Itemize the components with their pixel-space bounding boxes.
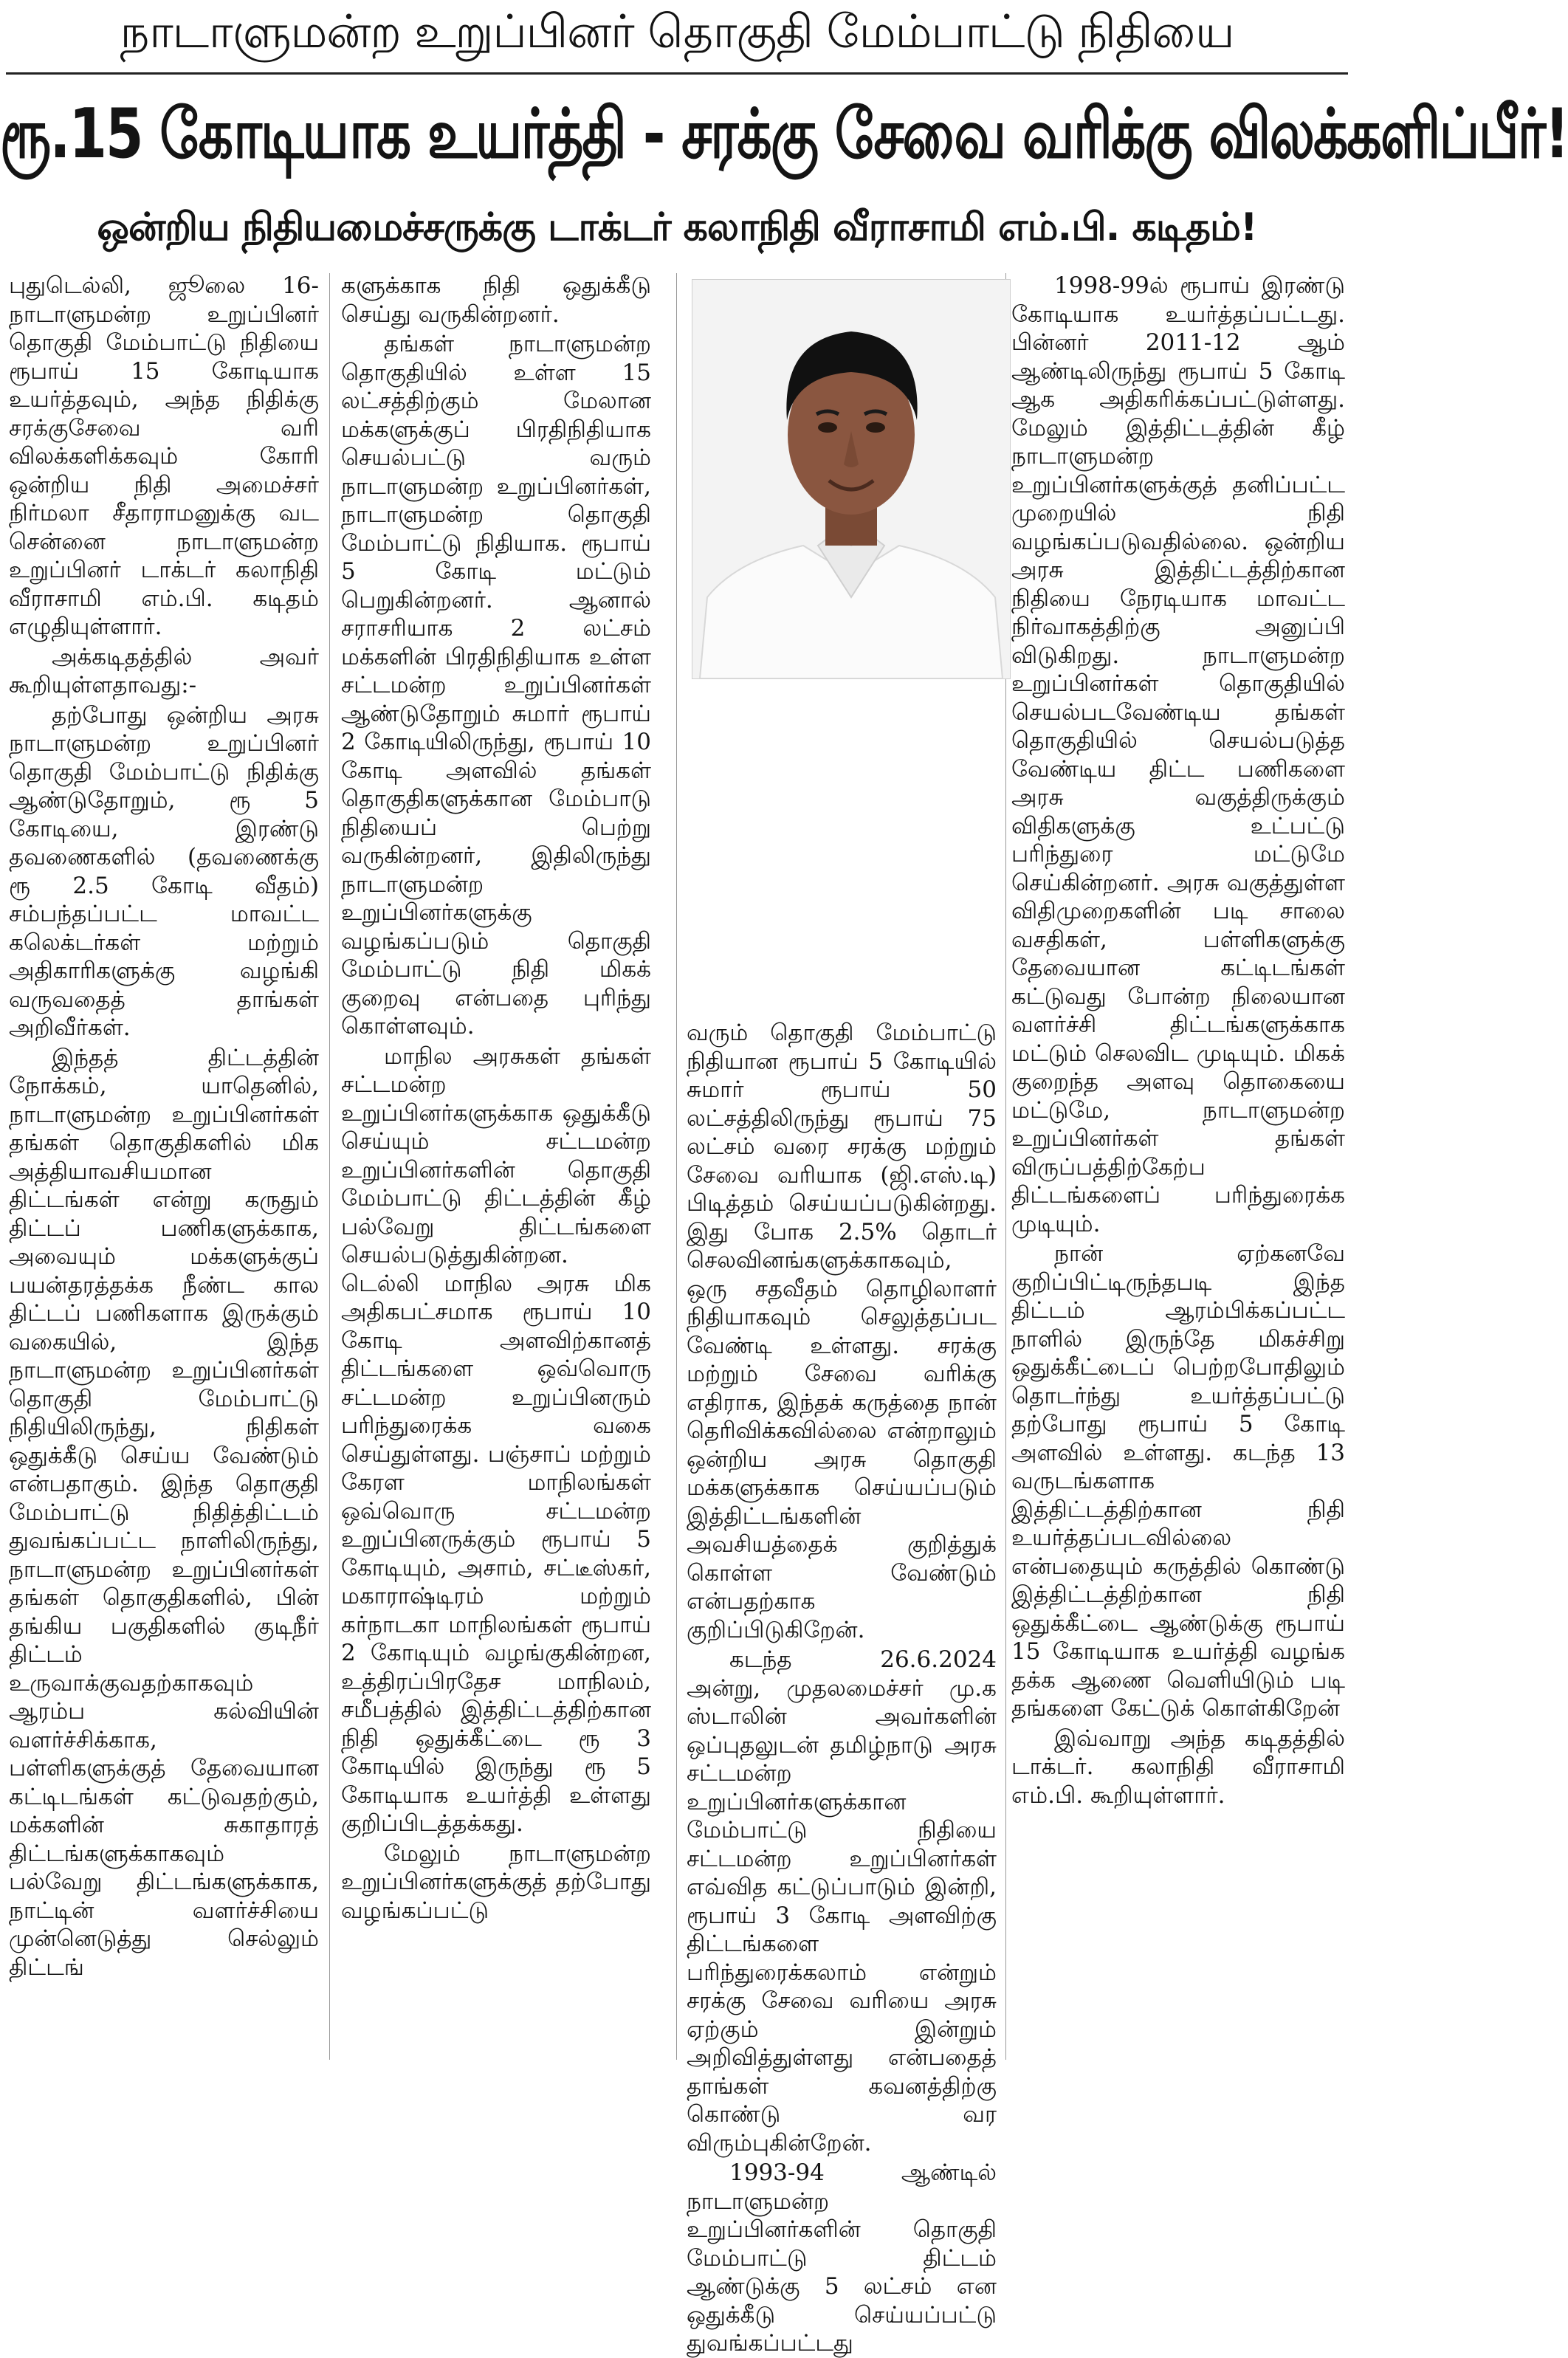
headline-rule-top	[6, 72, 1348, 75]
column-divider	[676, 273, 677, 2060]
article-column-1	[9, 272, 319, 2058]
paragraph: அக்கடிதத்தில் அவர் கூறியுள்ளதாவது:-	[9, 643, 319, 698]
paragraph: 1998-99ல் ரூபாய் இரண்டு கோடியாக உயர்த்தப்பட்டது. பின்னர் 2011-12 ஆம் ஆண்டிலிருந்து ரூபாய் 5 கோடி ஆக அதிகரிக்கப்பட்டுள்ளது. மேலும் இத்திட்டத்தின் கீழ் நாடாளுமன்ற உறுப்பினர்களுக்குத் தனிப்பட்ட முறையில் நிதி வழங்கப்படுவதில்லை. ஒன்றிய அரசு இத்திட்டத்திற்கான நிதியை நேரடியாக மாவட்ட நிர்வாகத்திற்கு அனுப்பி விடுகிறது. நாடாளுமன்ற உறுப்பினர்கள் தொகுதியில் செயல்படவேண்டிய தங்கள் தொகுதியில் செயல்படுத்த வேண்டிய திட்ட பணிகளை அரசு வகுத்திருக்கும் விதிகளுக்கு உட்பட்டு பரிந்துரை மட்டுமே செய்கின்றனர். அரசு வகுத்துள்ள விதிமுறைகளின் படி சாலை வசதிகள், பள்ளிகளுக்கு தேவையான கட்டிடங்கள் கட்டுவது போன்ற நிலையான வளர்ச்சி திட்டங்களுக்காக மட்டும் செலவிட முடியும். மிகக் குறைந்த அளவு தொகையை மட்டுமே, நாடாளுமன்ற உறுப்பினர்கள் தங்கள் விருப்பத்திற்கேற்ப திட்டங்களைப் பரிந்துரைக்க முடியும்.	[1011, 272, 1345, 1237]
paragraph: கடந்த 26.6.2024 அன்று, முதலமைச்சர் மு.க ஸ்டாலின் அவர்களின் ஒப்புதலுடன் தமிழ்நாடு அரசு சட்டமன்ற உறுப்பினர்களுக்கான மேம்பாட்டு நிதியை சட்டமன்ற உறுப்பினர்கள் எவ்வித கட்டுப்பாடும் இன்றி, ரூபாய் 3 கோடி அளவிற்கு திட்டங்களை பரிந்துரைக்கலாம் என்றும் சரக்கு சேவை வரியை அரசு ஏற்கும் இன்றும் அறிவித்துள்ளது என்பதைத் தாங்கள் கவனத்திற்கு கொண்டு வர விரும்புகின்றேன்.	[687, 1646, 997, 2156]
paragraph: மாநில அரசுகள் தங்கள் சட்டமன்ற உறுப்பினர்களுக்காக ஒதுக்கீடு செய்யும் சட்டமன்ற உறுப்பினர்களின் தொகுதி மேம்பாட்டு திட்டத்தின் கீழ் பல்வேறு திட்டங்களை செயல்படுத்துகின்றன. டெல்லி மாநில அரசு மிக அதிகபட்சமாக ரூபாய் 10 கோடி அளவிற்கானத் திட்டங்களை ஒவ்வொரு சட்டமன்ற உறுப்பினரும் பரிந்துரைக்க வகை செய்துள்ளது. பஞ்சாப் மற்றும் கேரள மாநிலங்கள் ஒவ்வொரு சட்டமன்ற உறுப்பினருக்கும் ரூபாய் 5 கோடியும், அசாம், சட்டீஸ்கர், மகாராஷ்டிரம் மற்றும் கர்நாடகா மாநிலங்கள் ரூபாய் 2 கோடியும் வழங்குகின்றன, உத்திரப்பிரதேச மாநிலம், சமீபத்தில் இத்திட்டத்திற்கான நிதி ஒதுக்கீட்டை ரூ 3 கோடியில் இருந்து ரூ 5 கோடியாக உயர்த்தி உள்ளது குறிப்பிடத்தக்கது.	[341, 1042, 651, 1837]
article-column-4	[1011, 272, 1345, 2058]
mp-portrait-photo	[692, 279, 1011, 679]
headline-kicker: நாடாளுமன்ற உறுப்பினர் தொகுதி மேம்பாட்டு நிதியை	[120, 4, 1234, 58]
headline-main: ரூ.15 கோடியாக உயர்த்தி - சரக்கு சேவை வரிக்கு விலக்களிப்பீர்!	[0, 94, 1568, 174]
portrait-illustration	[692, 280, 1010, 678]
paragraph: இவ்வாறு அந்த கடிதத்தில் டாக்டர். கலாநிதி வீராசாமி எம்.பி. கூறியுள்ளார்.	[1011, 1725, 1345, 1809]
article-column-3	[687, 1019, 997, 2357]
paragraph: புதுடெல்லி, ஜூலை 16- நாடாளுமன்ற உறுப்பினர் தொகுதி மேம்பாட்டு நிதியை ரூபாய் 15 கோடியாக உயர்த்தவும், அந்த நிதிக்கு சரக்குசேவை வரி விலக்களிக்கவும் கோரி ஒன்றிய நிதி அமைச்சர் நிர்மலா சீதாராமனுக்கு வட சென்னை நாடாளுமன்ற உறுப்பினர் டாக்டர் கலாநிதி வீராசாமி எம்.பி. கடிதம் எழுதியுள்ளார்.	[9, 272, 319, 640]
paragraph: 1993-94 ஆண்டில் நாடாளுமன்ற உறுப்பினர்களின் தொகுதி மேம்பாட்டு திட்டம் ஆண்டுக்கு 5 லட்சம் என ஒதுக்கீடு செய்யப்பட்டு துவங்கப்பட்டது	[687, 2159, 997, 2357]
paragraph: தற்போது ஒன்றிய அரசு நாடாளுமன்ற உறுப்பினர் தொகுதி மேம்பாட்டு நிதிக்கு ஆண்டுதோறும், ரூ 5 கோடியை, இரண்டு தவணைகளில் (தவணைக்கு ரூ 2.5 கோடி வீதம்) சம்பந்தப்பட்ட மாவட்ட கலெக்டர்கள் மற்றும் அதிகாரிகளுக்கு வழங்கி வருவதைத் தாங்கள் அறிவீர்கள்.	[9, 701, 319, 1041]
paragraph: வரும் தொகுதி மேம்பாட்டு நிதியான ரூபாய் 5 கோடியில் சுமார் ரூபாய் 50 லட்சத்திலிருந்து ரூபாய் 75 லட்சம் வரை சரக்கு மற்றும் சேவை வரியாக (ஜி.எஸ்.டி) பிடித்தம் செய்யப்படுகின்றது. இது போக 2.5% தொடர் செலவினங்களுக்காகவும், ஒரு சதவீதம் தொழிலாளர் நிதியாகவும் செலுத்தப்பட வேண்டி உள்ளது. சரக்கு மற்றும் சேவை வரிக்கு எதிராக, இந்தக் கருத்தை நான் தெரிவிக்கவில்லை என்றாலும் ஒன்றிய அரசு தொகுதி மக்களுக்காக செய்யப்படும் இத்திட்டங்களின் அவசியத்தைக் குறித்துக் கொள்ள வேண்டும் என்பதற்காக குறிப்பிடுகிறேன்.	[687, 1020, 997, 1643]
paragraph: இந்தத் திட்டத்தின் நோக்கம், யாதெனில், நாடாளுமன்ற உறுப்பினர்கள் தங்கள் தொகுதிகளில் மிக அத்தியாவசியமான திட்டங்கள் என்று கருதும் திட்டப் பணிகளுக்காக, அவையும் மக்களுக்குப் பயன்தரத்தக்க நீண்ட கால திட்டப் பணிகளாக இருக்கும் வகையில், இந்த நாடாளுமன்ற உறுப்பினர்கள் தொகுதி மேம்பாட்டு நிதியிலிருந்து, நிதிகள் ஒதுக்கீடு செய்ய வேண்டும் என்பதாகும். இந்த தொகுதி மேம்பாட்டு நிதித்திட்டம் துவங்கப்பட்ட நாளிலிருந்து, நாடாளுமன்ற உறுப்பினர்கள் தங்கள் தொகுதிகளில், பின் தங்கிய பகுதிகளில் குடிநீர் திட்டம் உருவாக்குவதற்காகவும் ஆரம்ப கல்வியின் வளர்ச்சிக்காக, பள்ளிகளுக்குத் தேவையான கட்டிடங்கள் கட்டுவதற்கும், மக்களின் சுகாதாரத் திட்டங்களுக்காகவும் பல்வேறு திட்டங்களுக்காக, நாட்டின் வளர்ச்சியை முன்னெடுத்து செல்லும் திட்டங்	[9, 1044, 319, 1981]
column-divider	[329, 273, 330, 2060]
headline-sub: ஒன்றிய நிதியமைச்சருக்கு டாக்டர் கலாநிதி வீராசாமி எம்.பி. கடிதம்!	[97, 205, 1257, 250]
paragraph: மேலும் நாடாளுமன்ற உறுப்பினர்களுக்குத் தற்போது வழங்கப்பட்டு	[341, 1840, 651, 1924]
paragraph: நான் ஏற்கனவே குறிப்பிட்டிருந்தபடி இந்த திட்டம் ஆரம்பிக்கப்பட்ட நாளில் இருந்தே மிகச்சிறு ஒதுக்கீட்டைப் பெற்றபோதிலும் தொடர்ந்து உயர்த்தப்பட்டு தற்போது ரூபாய் 5 கோடி அளவில் உள்ளது. கடந்த 13 வருடங்களாக இத்திட்டத்திற்கான நிதி உயர்த்தப்படவில்லை என்பதையும் கருத்தில் கொண்டு இத்திட்டத்திற்கான நிதி ஒதுக்கீட்டை ஆண்டுக்கு ரூபாய் 15 கோடியாக உயர்த்தி வழங்க தக்க ஆணை வெளியிடும் படி தங்களை கேட்டுக் கொள்கிறேன்	[1011, 1240, 1345, 1722]
paragraph: களுக்காக நிதி ஒதுக்கீடு செய்து வருகின்றனர்.	[341, 272, 651, 328]
paragraph: தங்கள் நாடாளுமன்ற தொகுதியில் உள்ள 15 லட்சத்திற்கும் மேலான மக்களுக்குப் பிரதிநிதியாக செயல்பட்டு வரும் நாடாளுமன்ற உறுப்பினர்கள், நாடாளுமன்ற தொகுதி மேம்பாட்டு நிதியாக. ரூபாய் 5 கோடி மட்டும் பெறுகின்றனர். ஆனால் சராசரியாக 2 லட்சம் மக்களின் பிரதிநிதியாக உள்ள சட்டமன்ற உறுப்பினர்கள் ஆண்டுதோறும் சுமார் ரூபாய் 2 கோடியிலிருந்து, ரூபாய் 10 கோடி அளவில் தங்கள் தொகுதிகளுக்கான மேம்பாடு நிதியைப் பெற்று வருகின்றனர், இதிலிருந்து நாடாளுமன்ற உறுப்பினர்களுக்கு வழங்கப்படும் தொகுதி மேம்பாட்டு நிதி மிகக் குறைவு என்பதை புரிந்து கொள்ளவும்.	[341, 331, 651, 1039]
article-column-2	[341, 272, 651, 2058]
